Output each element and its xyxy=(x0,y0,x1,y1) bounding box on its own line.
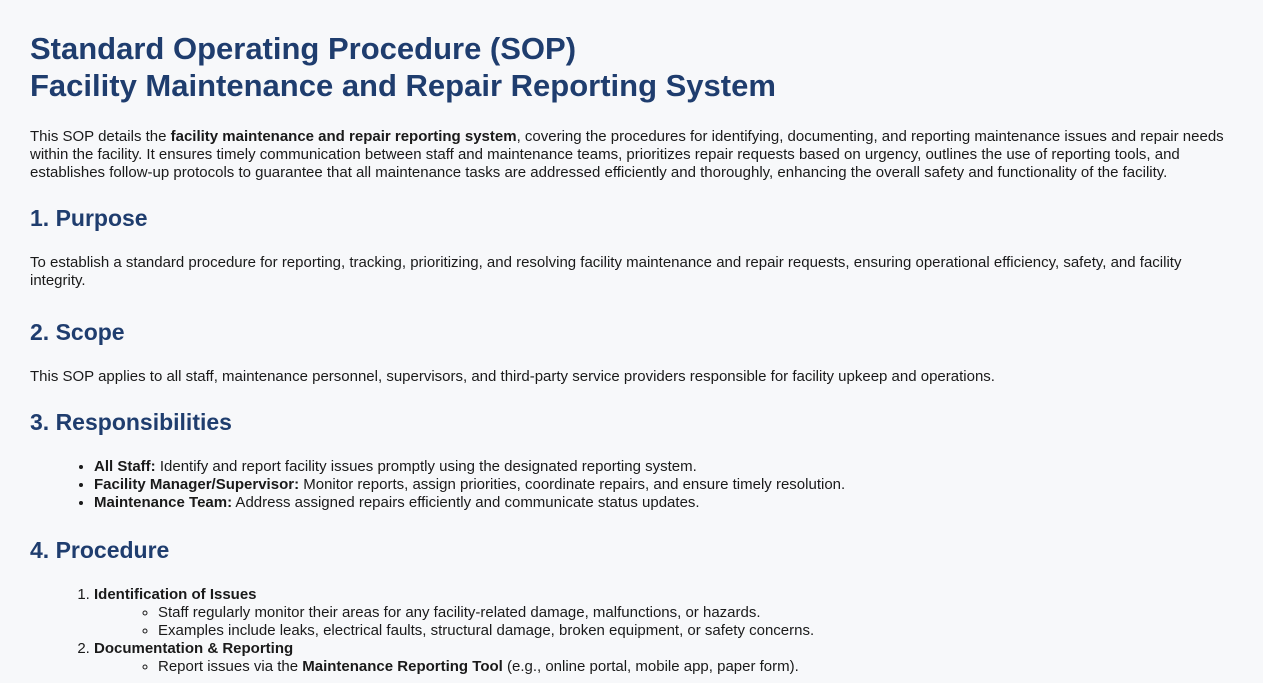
procedure-heading: 4. Procedure xyxy=(30,537,170,563)
list-item: • All Staff: Identify and report facility issues promptly using the designated reporting system. xyxy=(94,458,1233,476)
scope-heading: 2. Scope xyxy=(30,319,125,345)
list-item: ◦ Examples include leaks, electrical faults, structural damage, broken equipment, or safety concerns. xyxy=(158,622,1233,640)
title-line-2: Facility Maintenance and Repair Reporting System xyxy=(30,68,776,103)
list-item: 2. Documentation & Reporting ◦ Report issues via the Maintenance Reporting Tool (e.g., online portal, mobile app, paper form). xyxy=(94,640,1233,676)
sub-list xyxy=(94,658,1233,676)
intro-paragraph: This SOP details the facility maintenance and repair reporting system, covering the procedures for identifying, documenting, and reporting maintenance issues and repair needs within the facility. It ensures timely communication between staff and maintenance teams, prioritizes repair requests based on urgency, outlines the use of reporting tools, and establishes follow-up protocols to guarantee that all maintenance tasks are addressed efficiently and thoroughly, enhancing the overall safety and functionality of the facility. xyxy=(30,128,1224,181)
scope-text: This SOP applies to all staff, maintenance personnel, supervisors, and third-party service providers responsible for facility upkeep and operations. xyxy=(30,368,995,385)
intro-bold: facility maintenance and repair reporting system xyxy=(170,128,517,145)
list-item: ◦ Report issues via the Maintenance Reporting Tool (e.g., online portal, mobile app, paper form). xyxy=(158,658,1233,676)
responsibilities-heading: 3. Responsibilities xyxy=(30,409,232,435)
procedure-list xyxy=(30,586,1233,676)
responsibilities-list xyxy=(30,458,1233,512)
list-item: 1. Identification of Issues ◦ Staff regularly monitor their areas for any facility-related damage, malfunctions, or hazards. ◦ Examples include leaks, electrical faults, structural damage, broken equipment, or safety concerns. xyxy=(94,586,1233,640)
page-title xyxy=(30,30,1233,104)
list-item: ◦ Staff regularly monitor their areas for any facility-related damage, malfunctions, or hazards. xyxy=(158,604,1233,622)
purpose-heading: 1. Purpose xyxy=(30,205,148,231)
purpose-text: To establish a standard procedure for reporting, tracking, prioritizing, and resolving facility maintenance and repair requests, ensuring operational efficiency, safety, and facility integrity. xyxy=(30,254,1182,289)
list-item: • Maintenance Team: Address assigned repairs efficiently and communicate status updates. xyxy=(94,494,1233,512)
title-line-1: Standard Operating Procedure (SOP) xyxy=(30,31,577,66)
sub-list xyxy=(94,604,1233,640)
list-item: • Facility Manager/Supervisor: Monitor reports, assign priorities, coordinate repairs, and ensure timely resolution. xyxy=(94,476,1233,494)
